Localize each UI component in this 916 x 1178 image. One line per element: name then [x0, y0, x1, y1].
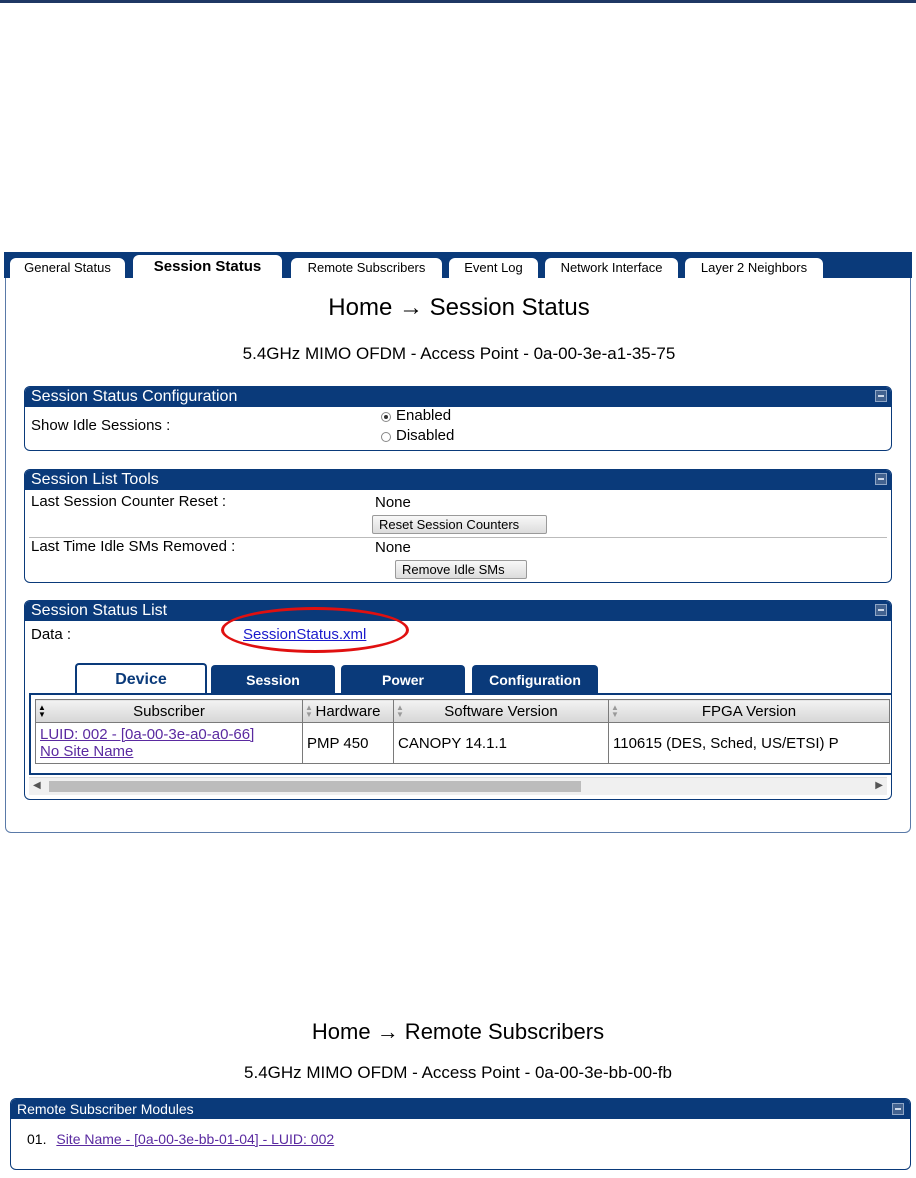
table-row: [36, 723, 890, 764]
column-header-subscriber[interactable]: ▲ ▼ Subscriber: [36, 700, 303, 723]
reset-session-counters-button[interactable]: Reset Session Counters: [372, 515, 547, 534]
device-subtitle: 5.4GHz MIMO OFDM - Access Point - 0a-00-3e-a1-35-75: [242, 344, 676, 363]
panel-title: Session List Tools: [31, 471, 159, 488]
minimize-icon[interactable]: [875, 604, 887, 616]
remote-subscribers-device-subtitle: 5.4GHz MIMO OFDM - Access Point - 0a-00-3e-bb-00-fb: [244, 1063, 672, 1082]
column-header-hardware[interactable]: ▲ ▼ Hardware: [303, 700, 394, 723]
panel-title: Session Status Configuration: [31, 388, 238, 405]
table-header-row: [36, 700, 890, 723]
sort-icon: ▲ ▼: [305, 703, 313, 719]
session-status-list-panel: [24, 600, 892, 800]
device-table-container: [29, 693, 892, 775]
main-tab-bar: [4, 252, 912, 278]
session-list-tools-panel: [24, 469, 892, 583]
counter-reset-label: Last Session Counter Reset :: [31, 493, 227, 510]
sort-icon: ▲ ▼: [396, 703, 404, 719]
radio-disabled-label[interactable]: Disabled: [396, 427, 455, 444]
sort-icon: ▲ ▼: [611, 703, 619, 719]
subtab-device[interactable]: Device: [75, 663, 207, 695]
subscriber-module-link[interactable]: Site Name - [0a-00-3e-bb-01-04] - LUID: 002: [56, 1131, 335, 1147]
radio-enabled-label[interactable]: Enabled: [396, 407, 452, 424]
scroll-left-icon[interactable]: ◀: [33, 780, 41, 791]
tab-network-interface[interactable]: Network Interface: [544, 257, 679, 278]
highlight-oval: [221, 607, 409, 653]
tab-session-status[interactable]: Session Status: [132, 254, 283, 278]
tab-general-status[interactable]: General Status: [9, 257, 126, 278]
scroll-right-icon[interactable]: ▶: [875, 780, 883, 791]
panel-title: Session Status List: [31, 602, 168, 619]
radio-enabled[interactable]: [381, 412, 391, 422]
data-label: Data :: [31, 626, 72, 643]
horizontal-scrollbar[interactable]: [29, 777, 887, 795]
tab-layer2-neighbors[interactable]: Layer 2 Neighbors: [684, 257, 824, 278]
minimize-icon[interactable]: [875, 473, 887, 485]
show-idle-sessions-label: Show Idle Sessions :: [31, 417, 171, 434]
remote-subscriber-modules-panel: [10, 1098, 911, 1170]
panel-header: [25, 601, 891, 621]
idle-removed-label: Last Time Idle SMs Removed :: [31, 538, 236, 555]
sort-desc-icon: ▲ ▼: [38, 703, 46, 719]
subtab-configuration[interactable]: Configuration: [472, 665, 598, 695]
scrollbar-thumb[interactable]: [49, 781, 581, 792]
session-status-configuration-panel: [24, 386, 892, 451]
subscriber-luid-link[interactable]: LUID: 002 - [0a-00-3e-a0-a0-66]: [40, 726, 255, 743]
session-status-screenshot: [4, 252, 912, 834]
minimize-icon[interactable]: [875, 390, 887, 402]
software-version-cell: CANOPY 14.1.1: [394, 723, 609, 764]
tab-event-log[interactable]: Event Log: [448, 257, 539, 278]
subscriber-cell: [36, 723, 303, 764]
panel-header: [25, 470, 891, 490]
subtab-session[interactable]: Session: [211, 665, 335, 695]
minimize-icon[interactable]: [892, 1103, 904, 1115]
list-item-index: 01.: [27, 1131, 47, 1147]
subtab-power[interactable]: Power: [341, 665, 465, 695]
column-header-software-version[interactable]: ▲ ▼ Software Version: [394, 700, 609, 723]
remote-subscribers-title: Home → Remote Subscribers: [311, 1019, 605, 1044]
panel-header: [11, 1099, 910, 1119]
hardware-cell: PMP 450: [303, 723, 394, 764]
panel-header: [25, 387, 891, 407]
remove-idle-sms-button[interactable]: Remove Idle SMs: [395, 560, 527, 579]
tab-content-area: [5, 278, 911, 833]
radio-disabled[interactable]: [381, 432, 391, 442]
list-item: [27, 1131, 334, 1147]
page-title: Home → Session Status: [328, 294, 590, 321]
subscriber-site-name-link[interactable]: No Site Name: [40, 743, 134, 760]
session-status-xml-link[interactable]: SessionStatus.xml: [243, 626, 367, 643]
counter-reset-value: None: [375, 494, 411, 511]
device-table: [35, 699, 890, 764]
tab-remote-subscribers[interactable]: Remote Subscribers: [290, 257, 443, 278]
idle-removed-value: None: [375, 539, 411, 556]
document-top-rule: [0, 0, 916, 3]
panel-title: Remote Subscriber Modules: [17, 1101, 194, 1117]
fpga-version-cell: 110615 (DES, Sched, US/ETSI) P: [609, 723, 890, 764]
column-header-fpga-version[interactable]: ▲ ▼ FPGA Version: [609, 700, 890, 723]
